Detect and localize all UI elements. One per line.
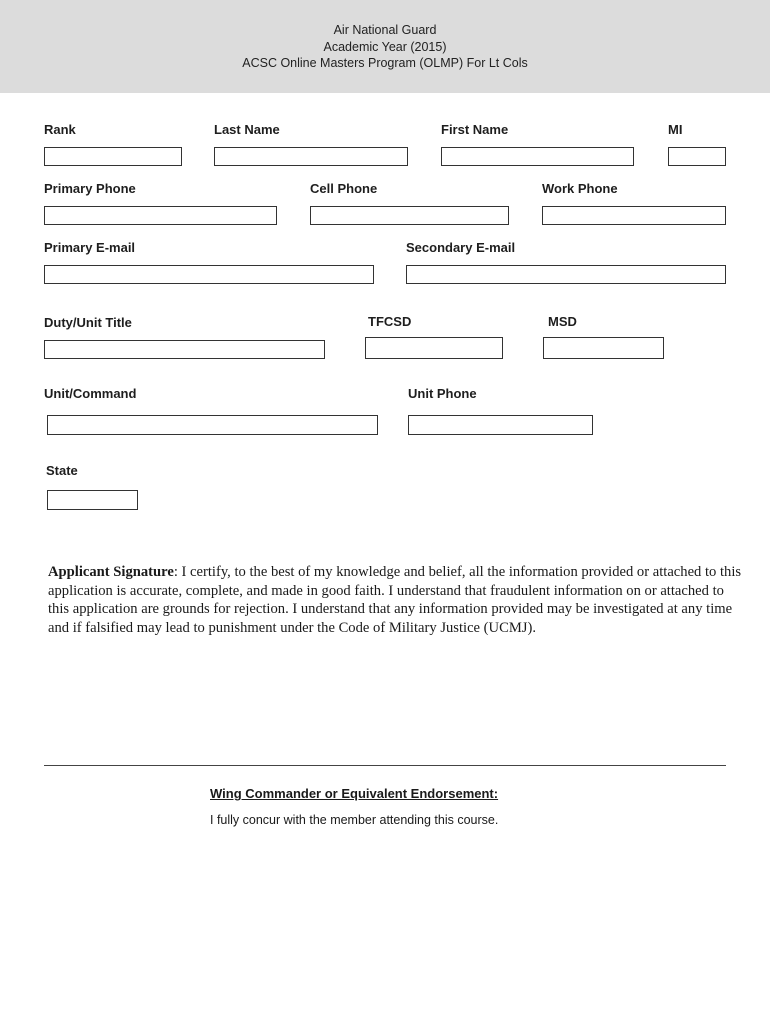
primary-email-label: Primary E-mail [44,240,136,255]
header-academic-year: Academic Year (2015) [323,40,447,54]
duty-title-label: Duty/Unit Title [44,315,132,330]
unit-phone-label: Unit Phone [408,386,477,401]
header-program-title: ACSC Online Masters Program (OLMP) For Lt Cols [242,56,528,70]
state-input[interactable] [47,490,138,510]
cell-phone-input[interactable] [310,206,509,225]
primary-phone-label: Primary Phone [44,181,136,196]
signature-line [44,765,726,766]
endorsement-text: I fully concur with the member attending this course. [210,813,499,827]
first-name-input[interactable] [441,147,634,166]
endorsement-title: Wing Commander or Equivalent Endorsement: [210,786,499,801]
primary-phone-input[interactable] [44,206,277,225]
header-organization: Air National Guard [333,23,437,37]
unit-command-input[interactable] [47,415,378,435]
mi-input[interactable] [668,147,726,166]
tfcsd-input[interactable] [365,337,503,359]
certification-text: : I certify, to the best of my knowledge and belief, all the information provided or attached to this application is accurate, complete, and made in good faith. I understand that fraudulent information on or attached to this application are grounds for rejection. I understand that any information provided may be investigated at any time and if falsified may lead to punishment under the Code of Military Justice (UCMJ). [48,564,742,636]
cell-phone-label: Cell Phone [310,181,378,196]
form-header [0,0,770,93]
first-name-label: First Name [441,122,509,137]
secondary-email-input[interactable] [406,265,726,284]
secondary-email-label: Secondary E-mail [406,240,516,255]
msd-input[interactable] [543,337,664,359]
last-name-label: Last Name [214,122,280,137]
primary-email-input[interactable] [44,265,374,284]
mi-label: MI [668,122,683,137]
duty-title-input[interactable] [44,340,325,359]
unit-command-label: Unit/Command [44,386,137,401]
applicant-signature-label: Applicant Signature [48,564,174,580]
msd-label: MSD [548,314,577,329]
state-label: State [46,463,78,478]
unit-phone-input[interactable] [408,415,593,435]
last-name-input[interactable] [214,147,408,166]
rank-input[interactable] [44,147,182,166]
applicant-certification [48,563,748,637]
work-phone-label: Work Phone [542,181,618,196]
work-phone-input[interactable] [542,206,726,225]
rank-label: Rank [44,122,76,137]
tfcsd-label: TFCSD [368,314,412,329]
